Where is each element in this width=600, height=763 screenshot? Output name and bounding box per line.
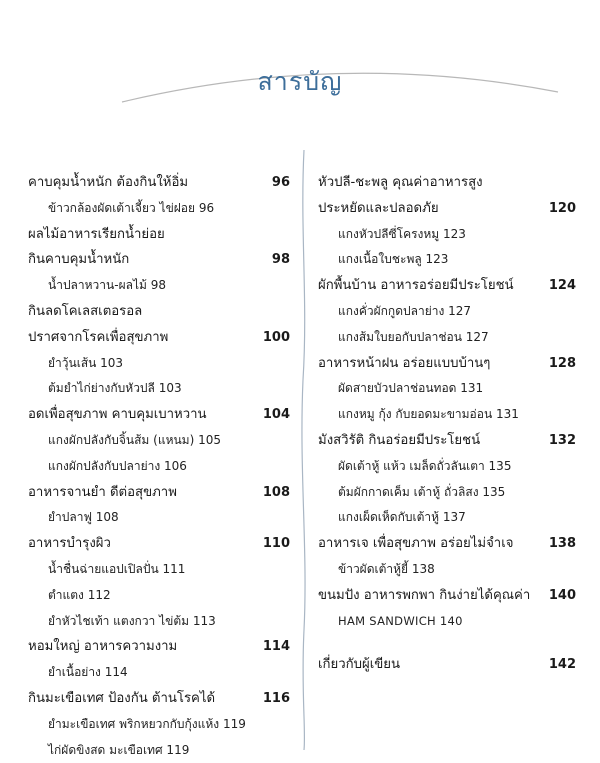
- toc-page-number: 100: [262, 329, 290, 345]
- toc-entry[interactable]: [28, 531, 290, 634]
- toc-heading-text: คาบคุมน้ำหนัก ต้องกินให้อิ่ม: [28, 175, 189, 190]
- toc-heading-line: [28, 222, 290, 248]
- toc-heading-line: [28, 686, 290, 712]
- toc-recipe-item: ยำวุ้นเส้น 103: [48, 355, 124, 370]
- toc-heading-text: ผลไม้อาหารเรียกน้ำย่อย: [28, 226, 165, 242]
- toc-entry[interactable]: [318, 170, 576, 273]
- toc-heading-text: ปราศจากโรคเพื่อสุขภาพ: [28, 329, 169, 345]
- toc-entry[interactable]: [318, 652, 576, 678]
- toc-entry[interactable]: [318, 531, 576, 583]
- toc-page-number: 128: [548, 355, 576, 371]
- toc-recipe-item: ผัดเต้าหู้ แห้ว เมล็ดถั่วลันเตา 135: [338, 458, 512, 473]
- toc-recipe-item: น้ำชื่นฉ่ายแอปเปิลปั่น 111: [48, 561, 186, 576]
- toc-recipe-item: แกงผักปลังกับปลาย่าง 106: [48, 458, 187, 473]
- toc-heading-text: มังสวิรัติ กินอร่อยมีประโยชน์: [318, 432, 481, 448]
- toc-heading-line: [28, 299, 290, 325]
- toc-entry[interactable]: [28, 402, 290, 479]
- toc-recipe-item: ต้มยำไก่ย่างกับหัวปลี 103: [48, 381, 182, 396]
- toc-heading-text: อาหารหน้าฝน อร่อยแบบบ้านๆ: [318, 355, 491, 371]
- toc-heading-text: กินคาบคุมน้ำหนัก: [28, 252, 130, 268]
- toc-page-number: 120: [548, 200, 576, 216]
- toc-page-number: 96: [271, 175, 290, 190]
- toc-heading-line: [318, 652, 576, 678]
- toc-heading-line: [318, 428, 576, 454]
- toc-entry[interactable]: [28, 299, 290, 402]
- toc-right-column: [318, 170, 576, 678]
- toc-entry[interactable]: [28, 634, 290, 686]
- toc-recipe-item: HAM SANDWICH 140: [338, 613, 463, 628]
- toc-heading-text: อาหารจานยำ ดีต่อสุขภาพ: [28, 484, 177, 500]
- toc-page-number: 110: [262, 536, 290, 552]
- column-divider: [296, 150, 312, 750]
- toc-entry[interactable]: [318, 583, 576, 635]
- toc-page-number: 116: [262, 690, 290, 706]
- toc-heading-text: กินลดโคเลสเตอรอล: [28, 303, 143, 319]
- toc-page-number: 140: [548, 587, 576, 603]
- toc-heading-line: [28, 634, 290, 660]
- toc-recipe-item: แกงหัวปลีซี่โครงหมู 123: [338, 226, 466, 241]
- toc-recipe-item: ต้มผักกาดเค็ม เต้าหู้ ถั่วลิสง 135: [338, 484, 506, 499]
- toc-heading-text: ประหยัดและปลอดภัย: [318, 200, 439, 216]
- toc-heading-line: [28, 325, 290, 351]
- page-title: สารบัญ: [257, 67, 343, 96]
- toc-recipe-item: ยำเนื้อย่าง 114: [48, 665, 128, 680]
- toc-recipe-item: ตำแตง 112: [48, 587, 111, 602]
- toc-page-number: 132: [548, 432, 576, 448]
- toc-heading-text: หอมใหญ่ อาหารความงาม: [28, 639, 178, 655]
- toc-entry[interactable]: [318, 428, 576, 531]
- toc-recipe-item: ผัดสายบัวปลาช่อนทอด 131: [338, 381, 484, 396]
- toc-recipe-item: แกงคั่วผักกูดปลาย่าง 127: [338, 303, 472, 318]
- toc-recipe-item: แกงเนื้อใบชะพลู 123: [338, 252, 449, 267]
- toc-heading-text: เกี่ยวกับผู้เขียน: [318, 657, 400, 673]
- toc-page-number: 114: [262, 639, 290, 655]
- toc-left-column: [28, 170, 290, 763]
- toc-recipe-item: แกงผักปลังกับจิ้นส้ม (แหนม) 105: [48, 432, 221, 447]
- toc-heading-text: หัวปลี-ชะพลู คุณค่าอาหารสูง: [318, 175, 483, 190]
- toc-heading-line: [318, 583, 576, 609]
- toc-heading-line: [318, 531, 576, 557]
- toc-page-number: 98: [271, 252, 290, 268]
- toc-page-number: 124: [548, 278, 576, 294]
- toc-heading-text: อดเพื่อสุขภาพ คาบคุมเบาหวาน: [28, 407, 207, 423]
- toc-recipe-item: แกงส้มใบยอกับปลาช่อน 127: [338, 329, 489, 344]
- toc-entry[interactable]: [318, 351, 576, 428]
- toc-heading-line: [28, 247, 290, 273]
- toc-page-number: 108: [262, 484, 290, 500]
- toc-entry[interactable]: [28, 222, 290, 299]
- toc-heading-text: ผักพื้นบ้าน อาหารอร่อยมีประโยชน์: [318, 278, 514, 294]
- toc-heading-line: [28, 402, 290, 428]
- toc-recipe-item: น้ำปลาหวาน-ผลไม้ 98: [48, 278, 166, 293]
- toc-page-number: 138: [548, 536, 576, 552]
- section-gap: [318, 634, 576, 652]
- toc-recipe-item: ไก่ผัดขิงสด มะเขือเทศ 119: [48, 742, 190, 757]
- toc-heading-line: [318, 170, 576, 196]
- toc-heading-line: [28, 170, 290, 196]
- toc-page-number: 104: [262, 407, 290, 423]
- toc-heading-line: [318, 196, 576, 222]
- toc-recipe-item: แกงหมู กุ้ง กับยอดมะขามอ่อน 131: [338, 407, 519, 422]
- toc-recipe-item: ยำปลาฟู 108: [48, 510, 119, 525]
- toc-entry[interactable]: [28, 480, 290, 532]
- toc-page-number: 142: [548, 657, 576, 673]
- toc-recipe-item: ยำหัวไชเท้า แตงกวา ไข่ต้ม 113: [48, 613, 216, 628]
- toc-heading-line: [28, 480, 290, 506]
- toc-recipe-item: ยำมะเขือเทศ พริกหยวกกับกุ้งแห้ง 119: [48, 716, 246, 731]
- toc-heading-line: [28, 531, 290, 557]
- toc-heading-text: อาหารเจ เพื่อสุขภาพ อร่อยไม่จำเจ: [318, 536, 514, 552]
- toc-heading-text: อาหารบำรุงผิว: [28, 536, 111, 552]
- toc-entry[interactable]: [28, 170, 290, 222]
- toc-recipe-item: ข้าวกล้องผัดเต้าเจี้ยว ไข่ฝอย 96: [48, 200, 215, 215]
- toc-entry[interactable]: [318, 273, 576, 350]
- toc-entry[interactable]: [28, 686, 290, 763]
- toc-heading-line: [318, 351, 576, 377]
- toc-recipe-item: ข้าวผัดเต้าหู้ยี้ 138: [338, 561, 435, 576]
- toc-heading-text: กินมะเขือเทศ ป้องกัน ต้านโรคได้: [28, 690, 216, 706]
- toc-recipe-item: แกงเผ็ดเห็ดกับเต้าหู้ 137: [338, 510, 466, 525]
- toc-heading-line: [318, 273, 576, 299]
- toc-heading-text: ขนมปัง อาหารพกพา กินง่ายได้คุณค่า: [318, 587, 531, 603]
